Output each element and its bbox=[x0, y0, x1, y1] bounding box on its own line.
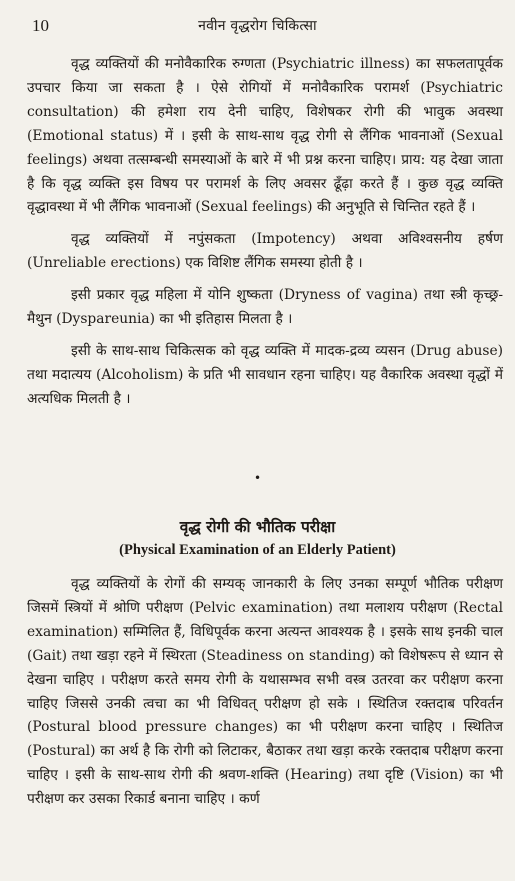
running-head: नवीन वृद्धरोग चिकित्सा bbox=[198, 18, 317, 34]
paragraph-physical-examination: वृद्ध व्यक्तियों के रोगों की सम्यक् जानकारी के लिए उनका सम्पूर्ण भौतिक परीक्षण जिसमें स्त्रियों में श्रोणि परीक्षण (Pelvic examination) तथा मलाशय परीक्षण (Rectal examination) सम्मिलित हैं, विधिपूर्वक करना अत्यन्त आवश्यक है । इसके साथ इनकी चाल (Gait) तथा खड़ा रहने में स्थिरता (Steadiness on standing) को विशेषरूप से ध्यान से देखना चाहिए । परीक्षण करते समय रोगी के यथासम्भव सभी वस्त्र उतरवा कर परीक्षण करना चाहिए जिससे उनकी त्वचा का भी विधिवत् परीक्षण हो सके । स्थितिज रक्तदाब परिवर्तन (Postural blood pressure changes) का भी परीक्षण करना चाहिए । स्थितिज (Postural) का अर्थ है कि रोगी को लिटाकर, बैठाकर तथा खड़ा करके रक्तदाब परीक्षण करना चाहिए । इसी के साथ-साथ रोगी की श्रवण-शक्ति (Hearing) तथा दृष्टि (Vision) का भी परीक्षण कर उसका रिकार्ड बनाना चाहिए । कर्ण bbox=[27, 576, 503, 808]
paragraph-drug-abuse: इसी के साथ-साथ चिकित्सक को वृद्ध व्यक्ति में मादक-द्रव्य व्यसन (Drug abuse) तथा मदात्यय (Alcoholism) के प्रति भी सावधान रहना चाहिए। यह वैकारिक अवस्था वृद्धों में अत्यधिक मिलती है । bbox=[27, 342, 503, 407]
paragraph-psychiatric: वृद्ध व्यक्तियों की मनोवैकारिक रुग्णता (Psychiatric illness) का सफलतापूर्वक उपचार किया जा सकता है । ऐसे रोगियों में मनोवैकारिक परामर्श (Psychiatric consultation) की हमेशा राय देनी चाहिए, विशेषकर रोगी की भावुक अवस्था (Emotional status) में । इसी के साथ-साथ वृद्ध रोगी से लैंगिक भावनाओं (Sexual feelings) अथवा तत्सम्बन्धी समस्याओं के बारे में भी प्रश्न करना चाहिए। प्राय: यह देखा जाता है कि वृद्ध व्यक्ति इस विषय पर परामर्श के लिए अवसर ढूँढ़ा करते हैं । कुछ वृद्ध व्यक्ति वृद्धावस्था में भी लैंगिक भावनाओं (Sexual feelings) की अनुभूति से चिन्तित रहते हैं । bbox=[27, 56, 503, 216]
paragraph-dyspareunia: इसी प्रकार वृद्ध महिला में योनि शुष्कता (Dryness of vagina) तथा स्त्री कृच्छ्र-मैथुन (Dyspareunia) का भी इतिहास मिलता है । bbox=[27, 287, 503, 328]
body-text-bottom bbox=[27, 573, 503, 812]
section-subtitle: (Physical Examination of an Elderly Patient) bbox=[119, 542, 396, 558]
page-header bbox=[0, 14, 515, 38]
page-number: 10 bbox=[32, 16, 49, 35]
paragraph-impotency: वृद्ध व्यक्तियों में नपुंसकता (Impotency) अथवा अविश्वसनीय हर्षण (Unreliable erections) एक विशिष्ट लैंगिक समस्या होती है । bbox=[27, 231, 503, 272]
section-title: वृद्ध रोगी की भौतिक परीक्षा bbox=[179, 517, 336, 536]
section-separator: • bbox=[253, 471, 262, 485]
body-text-top bbox=[27, 53, 503, 412]
